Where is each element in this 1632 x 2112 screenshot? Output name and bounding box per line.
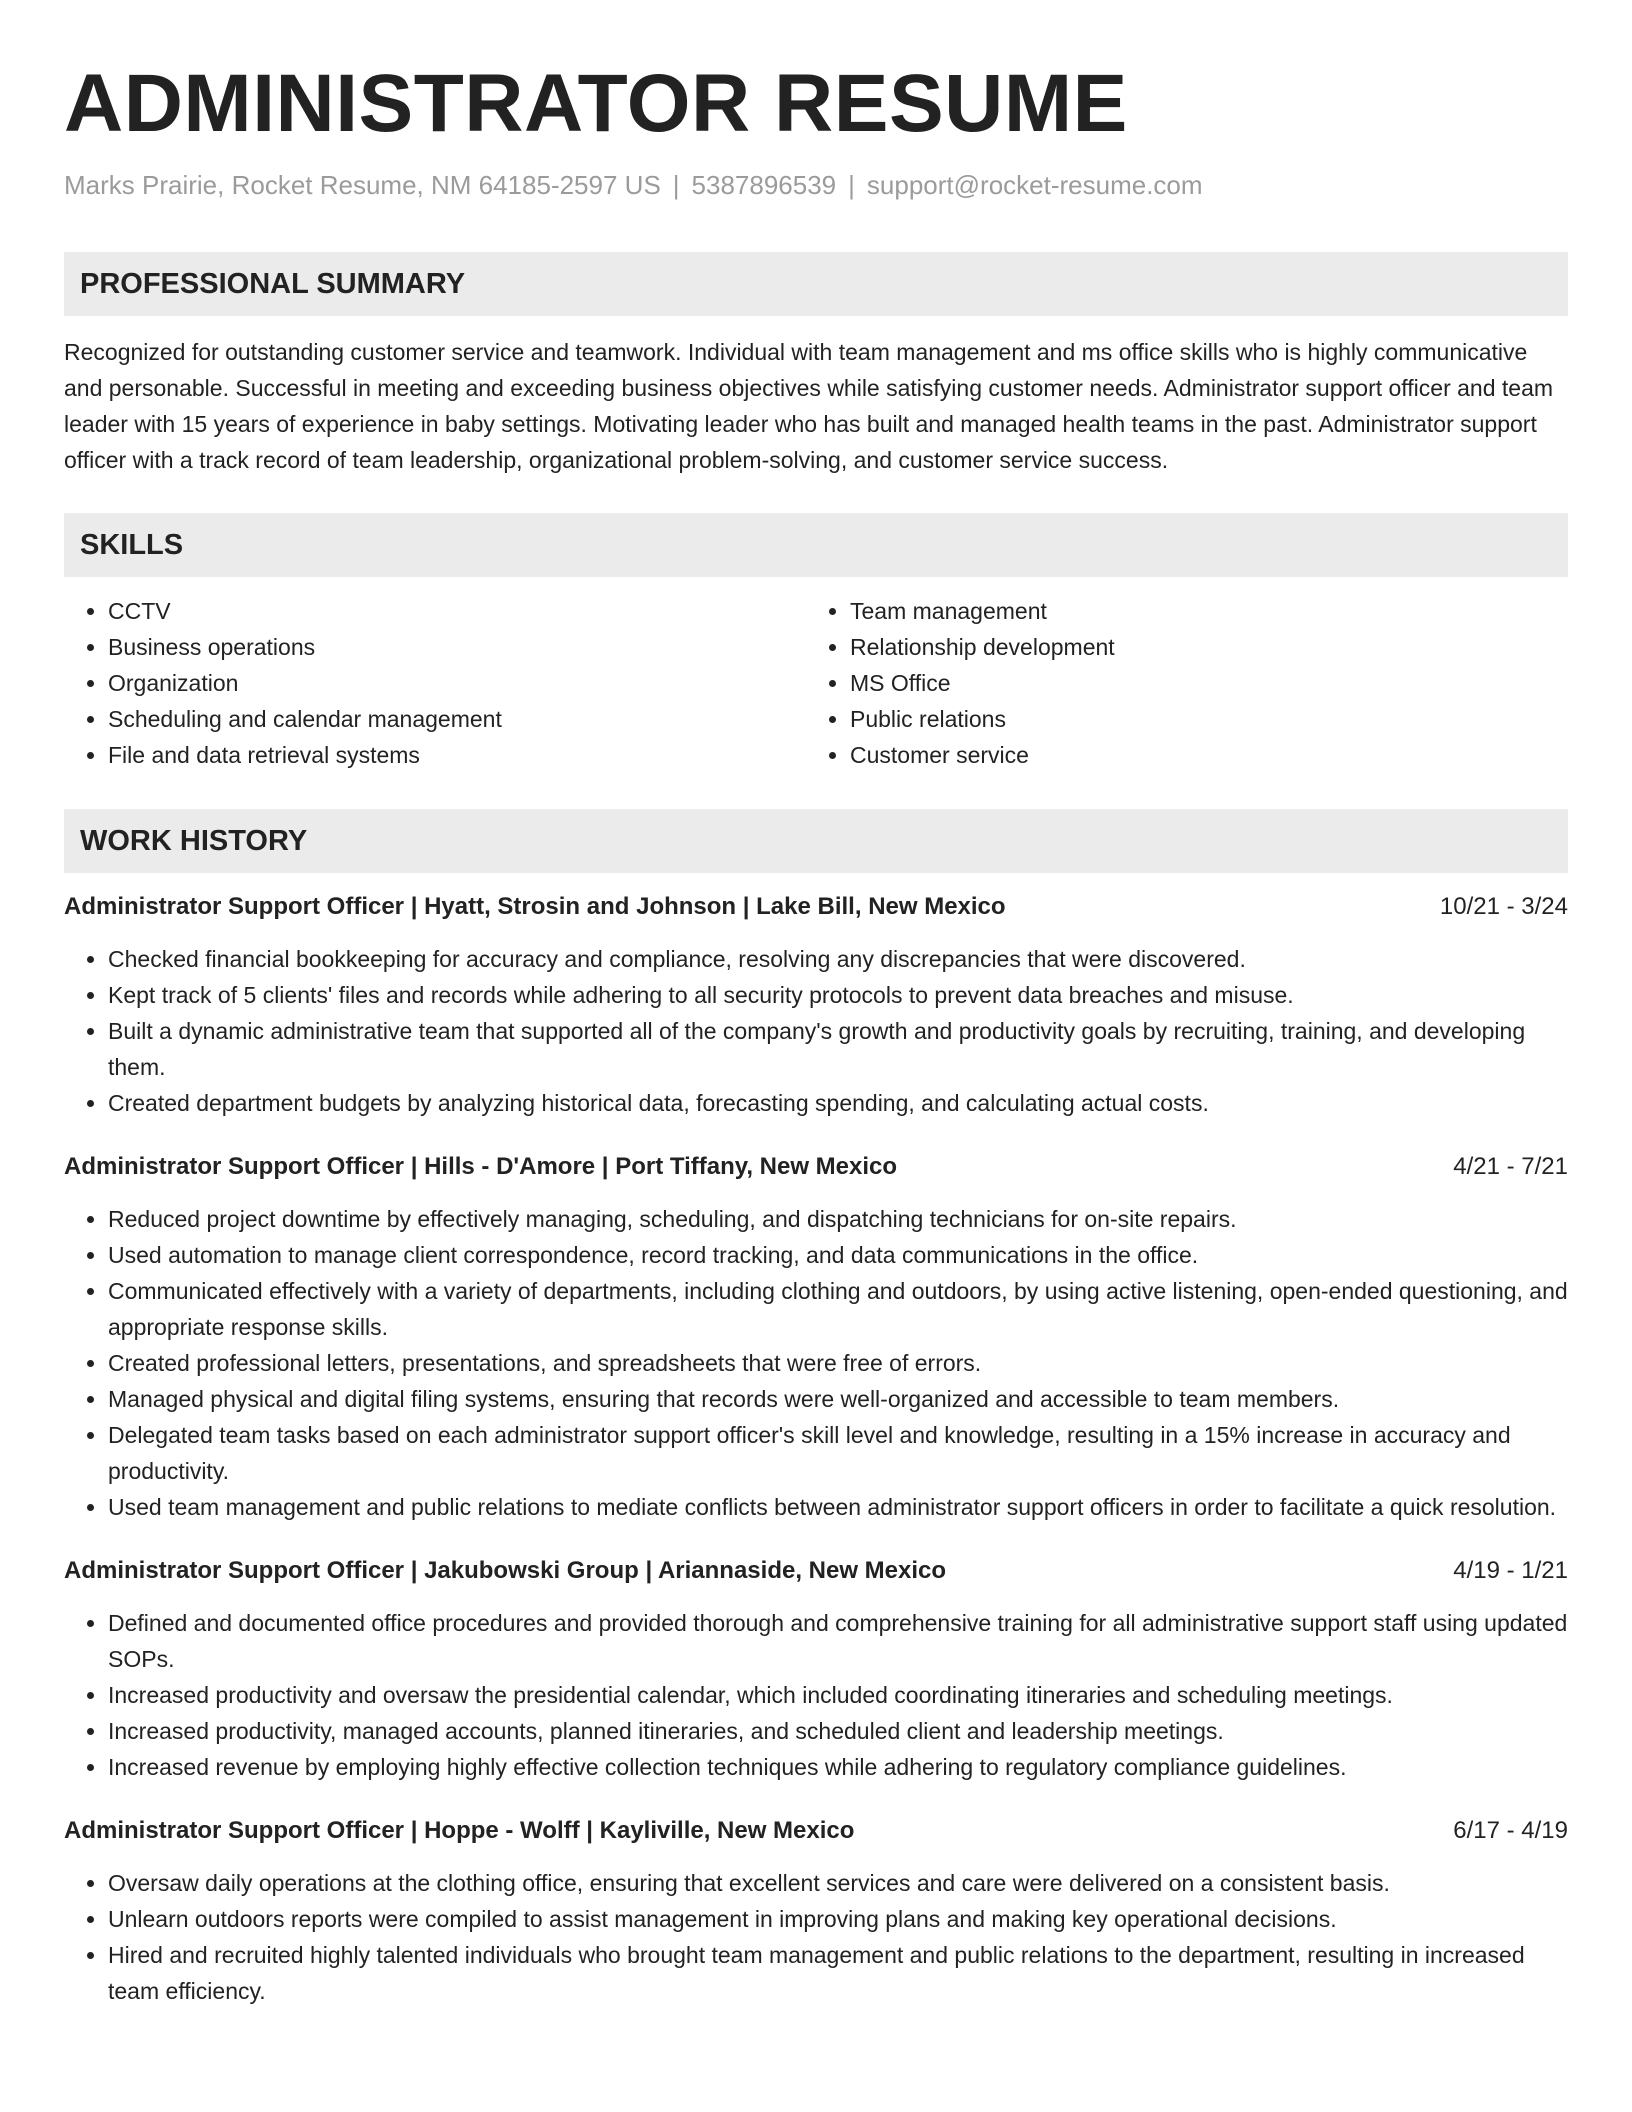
- job-bullet: • Defined and documented office procedures and provided thorough and comprehensive training for all administrative support staff using updated SOPs.: [108, 1605, 1568, 1677]
- job-bullets: [64, 941, 1568, 1121]
- contact-separator: |: [672, 170, 680, 200]
- job-bullet: • Created department budgets by analyzing historical data, forecasting spending, and calculating actual costs.: [108, 1085, 1568, 1121]
- skills-column-right: [806, 593, 1548, 773]
- skill-item: • Scheduling and calendar management: [108, 701, 806, 737]
- job-bullet: • Hired and recruited highly talented individuals who brought team management and public relations to the department, resulting in increased team efficiency.: [108, 1937, 1568, 2009]
- job-bullet: • Used team management and public relations to mediate conflicts between administrator support officers in order to facilitate a quick resolution.: [108, 1489, 1568, 1525]
- job-entry-3: [64, 1553, 1568, 1785]
- job-bullet: • Reduced project downtime by effectively managing, scheduling, and dispatching technicians for on-site repairs.: [108, 1201, 1568, 1237]
- skill-item: • Public relations: [850, 701, 1548, 737]
- job-entry-1: [64, 889, 1568, 1121]
- job-bullets: [64, 1605, 1568, 1785]
- job-dates: 4/19 - 1/21: [1453, 1557, 1568, 1584]
- job-bullet: • Communicated effectively with a variety of departments, including clothing and outdoors, by using active listening, open-ended questioning, and appropriate response skills.: [108, 1273, 1568, 1345]
- summary-text: Recognized for outstanding customer service and teamwork. Individual with team management and ms office skills who is highly communicative and personable. Successful in meeting and exceeding business objectives while satisfying customer needs. Administrator support officer and team leader with 15 years of experience in baby settings. Motivating leader who has built and managed health teams in the past. Administrator support officer with a track record of team leadership, organizational problem-solving, and customer service success.: [64, 339, 1554, 473]
- job-bullet: • Kept track of 5 clients' files and records while adhering to all security protocols to prevent data breaches and misuse.: [108, 977, 1568, 1013]
- work-history-heading: WORK HISTORY: [64, 809, 1568, 873]
- job-bullet: • Increased productivity, managed accounts, planned itineraries, and scheduled client and leadership meetings.: [108, 1713, 1568, 1749]
- job-dates: 6/17 - 4/19: [1453, 1817, 1568, 1844]
- skill-item: • CCTV: [108, 593, 806, 629]
- job-dates: 4/21 - 7/21: [1453, 1153, 1568, 1180]
- job-title: Administrator Support Officer | Jakubowski Group | Ariannaside, New Mexico: [64, 1557, 947, 1584]
- job-title: Administrator Support Officer | Hyatt, Strosin and Johnson | Lake Bill, New Mexico: [64, 893, 1006, 920]
- job-entry-4: [64, 1813, 1568, 2009]
- skill-item: • File and data retrieval systems: [108, 737, 806, 773]
- contact-phone: 5387896539: [691, 170, 837, 200]
- job-bullet: • Unlearn outdoors reports were compiled to assist management in improving plans and making key operational decisions.: [108, 1901, 1568, 1937]
- job-bullets: [64, 1865, 1568, 2009]
- job-bullet: • Managed physical and digital filing systems, ensuring that records were well-organized and accessible to team members.: [108, 1381, 1568, 1417]
- contact-separator: |: [848, 170, 855, 200]
- skill-item: • Team management: [850, 593, 1548, 629]
- resume-title: ADMINISTRATOR RESUME: [64, 58, 1128, 149]
- job-header: [64, 1813, 1568, 1849]
- contact-line: [64, 168, 1568, 202]
- job-bullet: • Built a dynamic administrative team that supported all of the company's growth and productivity goals by recruiting, training, and developing them.: [108, 1013, 1568, 1085]
- skills-column-left: [64, 593, 806, 773]
- skill-item: • Customer service: [850, 737, 1548, 773]
- skill-item: • Relationship development: [850, 629, 1548, 665]
- job-title: Administrator Support Officer | Hills - D'Amore | Port Tiffany, New Mexico: [64, 1153, 898, 1180]
- skill-item: • MS Office: [850, 665, 1548, 701]
- skills-heading: SKILLS: [64, 513, 1568, 577]
- skills-list: [64, 593, 1568, 773]
- job-bullet: • Increased revenue by employing highly effective collection techniques while adhering to regulatory compliance guidelines.: [108, 1749, 1568, 1785]
- job-bullets: [64, 1201, 1568, 1525]
- job-bullet: • Used automation to manage client correspondence, record tracking, and data communications in the office.: [108, 1237, 1568, 1273]
- job-bullet: • Checked financial bookkeeping for accuracy and compliance, resolving any discrepancies that were discovered.: [108, 941, 1568, 977]
- job-entry-2: [64, 1149, 1568, 1525]
- job-header: [64, 889, 1568, 925]
- job-header: [64, 1553, 1568, 1589]
- skill-item: • Business operations: [108, 629, 806, 665]
- job-bullet: • Created professional letters, presentations, and spreadsheets that were free of errors.: [108, 1345, 1568, 1381]
- contact-email: support@rocket-resume.com: [866, 170, 1203, 200]
- job-bullet: • Oversaw daily operations at the clothing office, ensuring that excellent services and care were delivered on a consistent basis.: [108, 1865, 1568, 1901]
- job-title: Administrator Support Officer | Hoppe - Wolff | Kayliville, New Mexico: [64, 1817, 855, 1844]
- job-header: [64, 1149, 1568, 1185]
- job-bullet: • Increased productivity and oversaw the presidential calendar, which included coordinating itineraries and scheduling meetings.: [108, 1677, 1568, 1713]
- skill-item: • Organization: [108, 665, 806, 701]
- job-dates: 10/21 - 3/24: [1439, 893, 1568, 920]
- contact-address: Marks Prairie, Rocket Resume, NM 64185-2597 US: [64, 170, 661, 200]
- resume-page: [64, 0, 1568, 2009]
- job-bullet: • Delegated team tasks based on each administrator support officer's skill level and knowledge, resulting in a 15% increase in accuracy and productivity.: [108, 1417, 1568, 1489]
- summary-heading: PROFESSIONAL SUMMARY: [64, 252, 1568, 316]
